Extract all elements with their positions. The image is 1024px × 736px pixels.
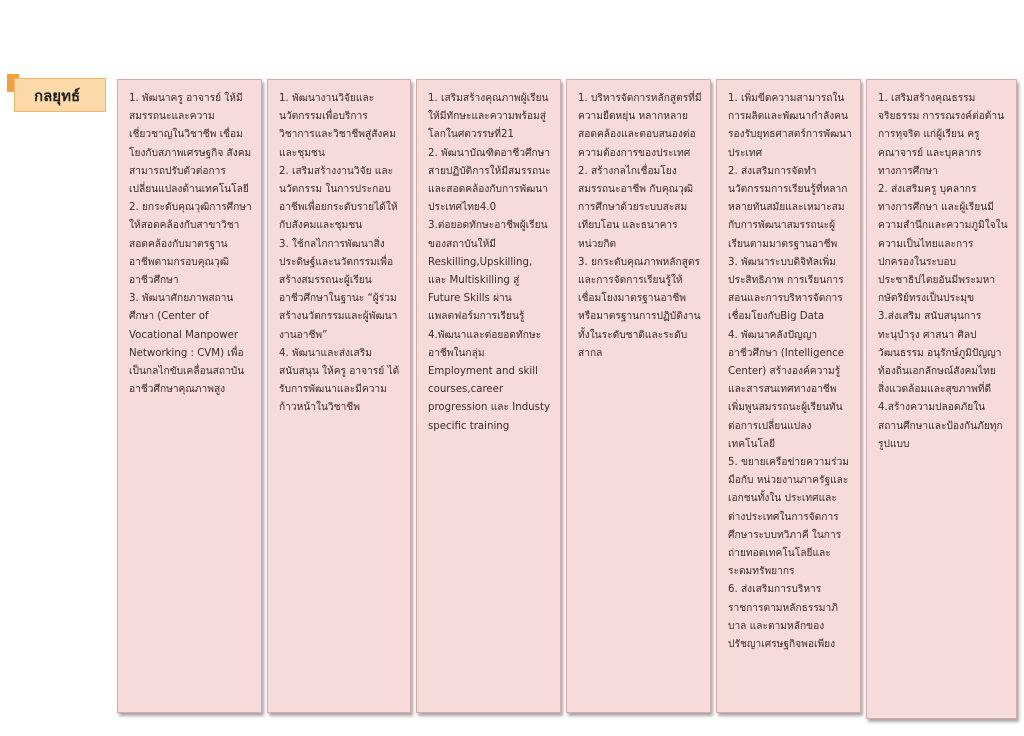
strategy-column-5-text: 1. เพิ่มขีดความสามารถในการผลิตและพัฒนากำลังคนรองรับยุทธศาสตร์การพัฒนาประเทศ 2. ส่งเสริมการจัดทำนวัตกรรมการเรียนรู้ที่หลากหลายทันสมัยและเหมาะสมกับการพัฒนาสมรรถนะผู้เรียนตามมาตรฐานอาชีพ 3. พัฒนาระบบดิจิทัลเพิ่มประสิทธิภาพ การเรียนการสอนและการบริหารจัดการเชื่อมโยงกับBig Data 4. พัฒนาคลังปัญญาอาชีวศึกษา (Intelligence Center) สร้างองค์ความรู้และสารสนเทศทางอาชีพเพิ่มพูนสมรรถนะผู้เรียนทันต่อการเปลี่ยนแปลงเทคโนโลยี 5. ขยายเครือข่ายความร่วมมือกับ หน่วยงานภาครัฐและเอกชนทั้งใน ประเทศและต่างประเทศในการจัดการศึกษาระบบทวิภาคี ในการถ่ายทอดเทคโนโลยีและระดมทรัพยากร 6. ส่งเสริมการบริหารราชการตามหลักธรรมาภิบาล และตามหลักของปรัชญาเศรษฐกิจพอเพียง [728,93,852,651]
strategy-column-1-text: 1. พัฒนาครู อาจารย์ ให้มีสมรรถนะและความเชี่ยวชาญในวิชาชีพ เชื่อมโยงกับสภาพเศรษฐกิจ สังคมสามารถปรับตัวต่อการเปลี่ยนแปลงด้านเทคโนโลยี 2. ยกระดับคุณวุฒิการศึกษาให้สอดคล้องกับสาขาวิชาสอดคล้องกับมาตรฐานอาชีพตามกรอบคุณวุฒิอาชีวศึกษา 3. พัฒนาศักยภาพสถานศึกษา (Center of Vocational Manpower Networking : CVM) เพื่อเป็นกลไกขับเคลื่อนสถาบันอาชีวศึกษาคุณภาพสูง [129,93,252,396]
strategy-column-4 [566,79,711,713]
strategy-label: กลยุทธ์ [34,87,81,105]
strategy-column-4-text: 1. บริหารจัดการหลักสูตรที่มีความยืดหยุ่น หลากหลาย สอดคล้องและตอบสนองต่อความต้องการของประเทศ 2. สร้างกลไกเชื่อมโยงสมรรถนะอาชีพ กับคุณวุฒิการศึกษาด้วยระบบสะสมเทียบโอน และธนาคารหน่วยกิต 3. ยกระดับคุณภาพหลักสูตรและการจัดการเรียนรู้ให้เชื่อมโยงมาตรฐานอาชีพหรือมาตรฐานการปฏิบัติงานทั้งในระดับชาติและระดับสากล [578,93,702,359]
strategy-column-2 [267,79,411,713]
strategy-column-5 [716,79,861,713]
strategy-column-6 [866,79,1017,719]
strategy-column-1 [117,79,262,713]
strategy-column-3 [416,79,561,713]
strategy-column-3-text: 1. เสริมสร้างคุณภาพผู้เรียนให้มีทักษะและความพร้อมสู่โลกในศตวรรษที่21 2. พัฒนาบัณฑิตอาชีวศึกษาสายปฏิบัติการให้มีสมรรถนะและสอดคล้องกับการพัฒนาประเทศไทย4.0 3.ต่อยอดทักษะอาชีพผู้เรียนของสถาบันให้มี Reskilling,Upskilling, และ Multiskilling สู่ Future Skills ผ่านแพลตฟอร์มการเรียนรู้ 4.พัฒนาและต่อยอดทักษะอาชีพในกลุ่ม Employment and skill courses,career progression และ Industy specific training [428,93,551,432]
strategy-column-2-text: 1. พัฒนางานวิจัยและนวัตกรรมเพื่อบริการวิชาการและวิชาชีพสู่สังคมและชุมชน 2. เสริมสร้างงานวิจัย และนวัตกรรม ในการประกอบอาชีพเพื่อยกระดับรายได้ให้กับสังคมและชุมชน 3. ใช้กลไกการพัฒนาสิ่งประดิษฐ์และนวัตกรรมเพื่อสร้างสมรรถนะผู้เรียนอาชีวศึกษาในฐานะ “ผู้ร่วมสร้างนวัตกรรมและผู้พัฒนางานอาชีพ” 4. พัฒนาและส่งเสริม สนับสนุน ให้ครู อาจารย์ ได้รับการพัฒนาและมีความก้าวหน้าในวิชาชีพ [279,93,400,414]
strategy-column-6-text: 1. เสริมสร้างคุณธรรมจริยธรรม การรณรงค์ต่อต้านการทุจริต แก่ผู้เรียน ครู คณาจารย์ และบุคลากรทางการศึกษา 2. ส่งเสริมครู บุคลากรทางการศึกษา และผู้เรียนมีความสำนึกและความภูมิใจในความเป็นไทยและการปกครองในระบอบประชาธิปไตยอันมีพระมหากษัตริย์ทรงเป็นประมุข 3.ส่งเสริม สนับสนุนการทะนุบำรุง ศาสนา ศิลปวัฒนธรรม อนุรักษ์ภูมิปัญญาท้องถิ่นเอกลักษณ์สังคมไทย สิ่งแวดล้อมและสุขภาพที่ดี 4.สร้างความปลอดภัยในสถานศึกษาและป้องกันภัยทุกรูปแบบ [878,93,1008,450]
